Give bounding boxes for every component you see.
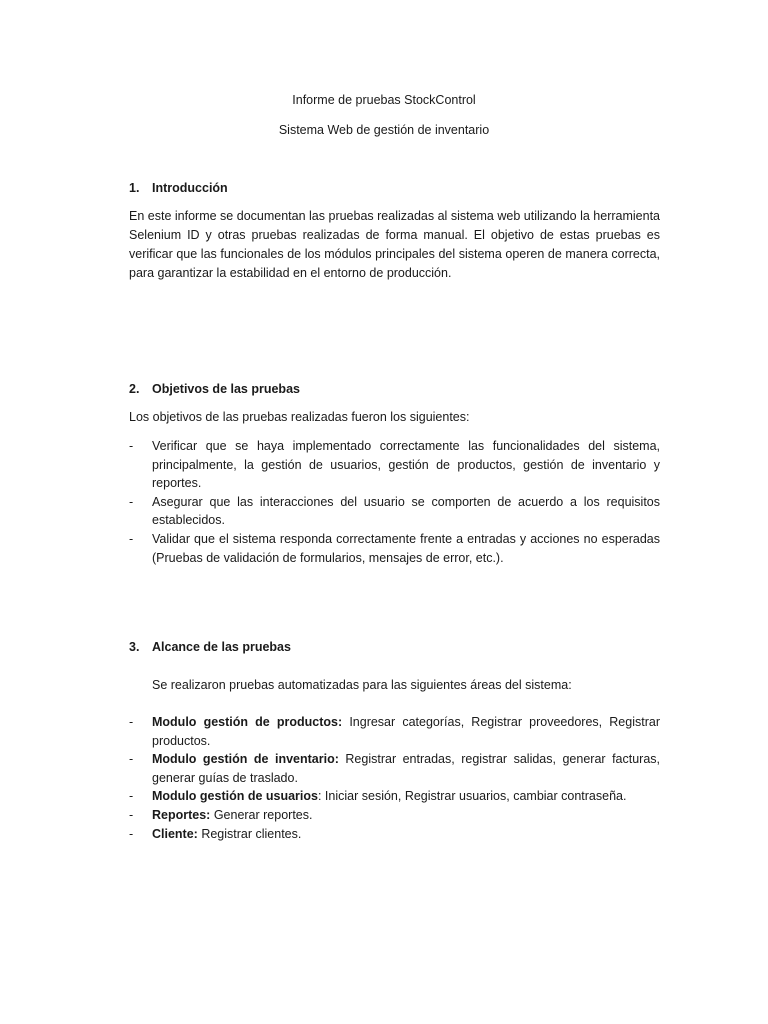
objectives-list xyxy=(129,437,660,567)
section-title: Introducción xyxy=(152,181,228,195)
list-item-text: Registrar clientes. xyxy=(197,826,302,841)
list-item-term: Modulo gestión de inventario: xyxy=(152,752,339,767)
list-item-text: Registrar entradas, registrar salidas, generar facturas, generar guías de traslado. xyxy=(152,752,660,785)
list-item xyxy=(129,787,660,806)
bullet-dash: - xyxy=(129,807,134,822)
section-number: 1. xyxy=(129,181,140,195)
list-item-text: Generar reportes. xyxy=(210,807,313,822)
list-item xyxy=(129,806,660,825)
list-item xyxy=(129,825,660,844)
objectives-lead: Los objetivos de las pruebas realizadas fueron los siguientes: xyxy=(129,410,470,424)
list-item xyxy=(129,713,660,750)
list-item xyxy=(129,530,660,567)
section-heading-objectives xyxy=(129,380,300,398)
scope-lead: Se realizaron pruebas automatizadas para las siguientes áreas del sistema: xyxy=(152,678,572,692)
bullet-dash: - xyxy=(129,531,134,546)
introduction-paragraph: En este informe se documentan las pruebas realizadas al sistema web utilizando la herramienta Selenium ID y otras pruebas realizadas de forma manual. El objetivo de estas pruebas es verificar que las funcionales de los módulos principales del sistema operen de manera correcta, para garantizar la estabilidad en el entorno de producción. xyxy=(129,209,660,280)
list-item-text: : Iniciar sesión, Registrar usuarios, cambiar contraseña. xyxy=(317,789,627,804)
list-item-text: Ingresar categorías, Registrar proveedores, Registrar productos. xyxy=(152,715,660,748)
section-title: Objetivos de las pruebas xyxy=(152,382,300,396)
list-item-term: Cliente: xyxy=(152,826,198,841)
bullet-dash: - xyxy=(129,826,134,841)
list-item xyxy=(129,493,660,530)
list-item-term: Modulo gestión de productos: xyxy=(152,715,343,729)
document-title: Informe de pruebas StockControl xyxy=(292,93,476,107)
document-subtitle: Sistema Web de gestión de inventario xyxy=(278,123,490,137)
bullet-dash: - xyxy=(129,789,134,804)
list-item xyxy=(129,750,660,787)
list-item-term: Modulo gestión de usuarios xyxy=(152,789,318,804)
section-title: Alcance de las pruebas xyxy=(152,640,291,654)
bullet-dash: - xyxy=(129,494,134,509)
list-item-text: Asegurar que las interacciones del usuario se comporten de acuerdo a los requisitos establecidos. xyxy=(152,494,660,528)
section-heading-introduction xyxy=(129,179,228,197)
section-number: 2. xyxy=(129,382,140,396)
section-number: 3. xyxy=(129,640,140,654)
bullet-dash: - xyxy=(129,715,134,729)
list-item-term: Reportes: xyxy=(152,807,211,822)
bullet-dash: - xyxy=(129,439,134,453)
scope-list xyxy=(129,713,660,843)
list-item-text: Validar que el sistema responda correctamente frente a entradas y acciones no esperadas (Pruebas de validación de formularios, mensajes de error, etc.). xyxy=(152,531,660,565)
bullet-dash: - xyxy=(129,752,134,767)
list-item xyxy=(129,437,660,493)
section-heading-scope xyxy=(129,638,291,656)
list-item-text: Verificar que se haya implementado correctamente las funcionalidades del sistema, principalmente, la gestión de usuarios, gestión de productos, gestión de inventario y reportes. xyxy=(152,439,660,491)
